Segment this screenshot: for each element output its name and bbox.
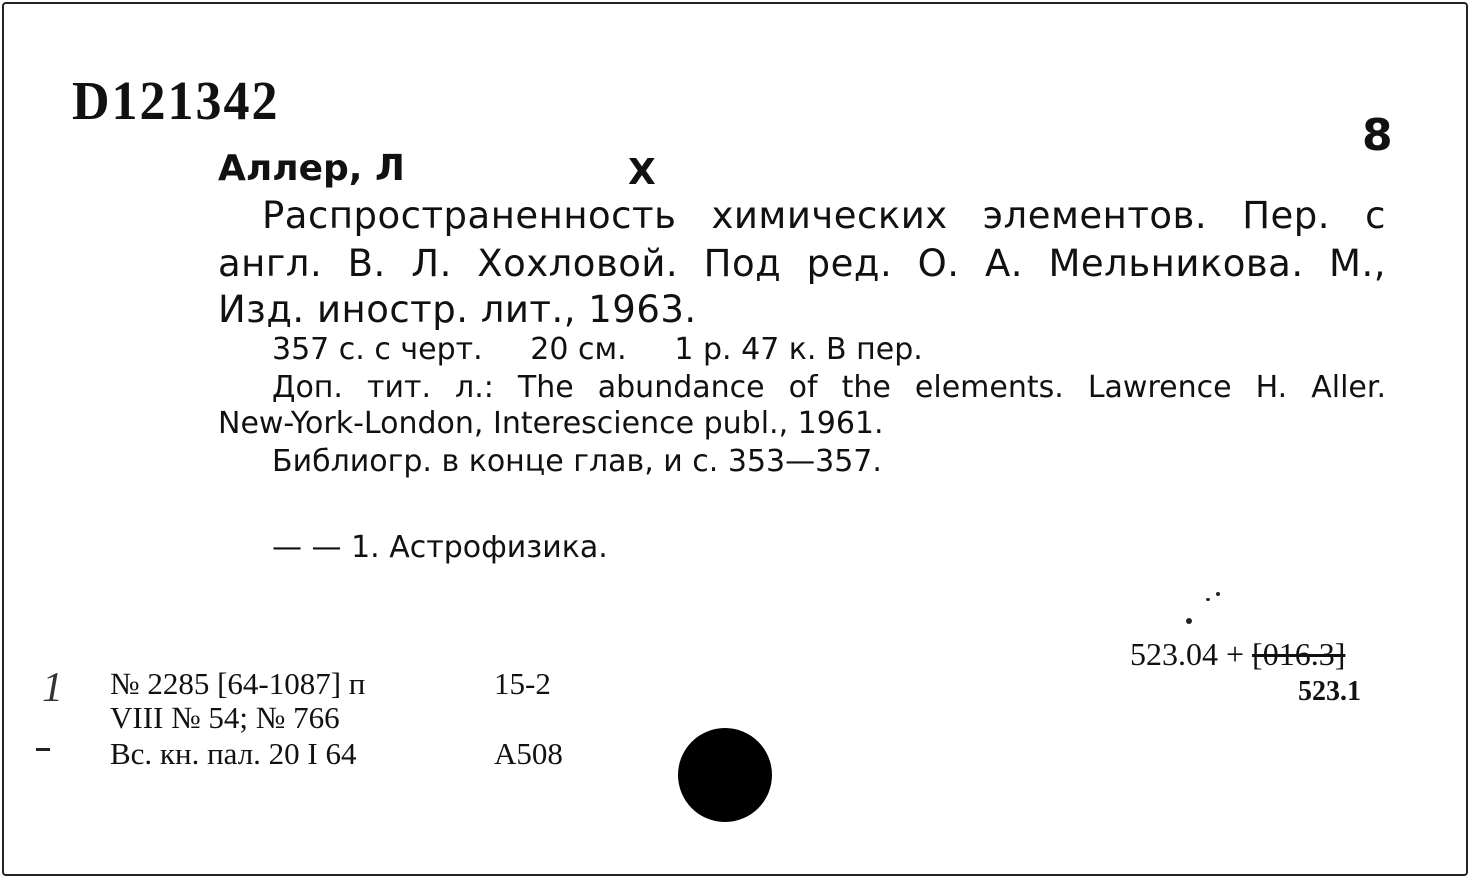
card-number: 8	[1362, 110, 1393, 161]
ink-speck	[1206, 598, 1210, 601]
classification-struck: [016.3]	[1252, 636, 1346, 672]
author-heading: Аллер, Л	[218, 148, 405, 189]
classification-mark	[1130, 636, 1345, 673]
ink-speck	[1216, 592, 1220, 596]
original-title-line: New-York-London, Interescience publ., 1961.	[218, 406, 884, 441]
classification-main: 523.04	[1130, 636, 1218, 672]
punch-hole	[678, 728, 772, 822]
author-mark: X	[628, 152, 656, 193]
classification-plus: +	[1226, 636, 1245, 672]
margin-mark: 1	[42, 665, 63, 711]
registry-line: VIII № 54; № 766	[110, 700, 340, 735]
registry-line: Вс. кн. пал. 20 I 64	[110, 736, 357, 771]
margin-dash	[36, 748, 50, 751]
title-line: Распространенность химических элементов. Пер. с	[262, 194, 1386, 237]
title-line: англ. В. Л. Хохловой. Под ред. О. А. Мельникова. М.,	[218, 242, 1386, 285]
title-line: Изд. иностр. лит., 1963.	[218, 288, 697, 331]
original-title-line: Доп. тит. л.: The abundance of the elements. Lawrence H. Aller.	[272, 370, 1386, 405]
subject-heading: — — 1. Астрофизика.	[272, 530, 608, 565]
bibliography-note: Библиогр. в конце глав, и с. 353—357.	[272, 444, 882, 479]
collation: 357 с. с черт. 20 см. 1 р. 47 к. В пер.	[272, 332, 923, 367]
registry-line: № 2285 [64-1087] п	[110, 666, 366, 701]
registry-code: А508	[494, 736, 563, 771]
ink-speck	[1186, 618, 1192, 624]
call-number: D121342	[72, 71, 280, 132]
classification-secondary: 523.1	[1298, 676, 1361, 707]
registry-code: 15-2	[494, 666, 551, 701]
